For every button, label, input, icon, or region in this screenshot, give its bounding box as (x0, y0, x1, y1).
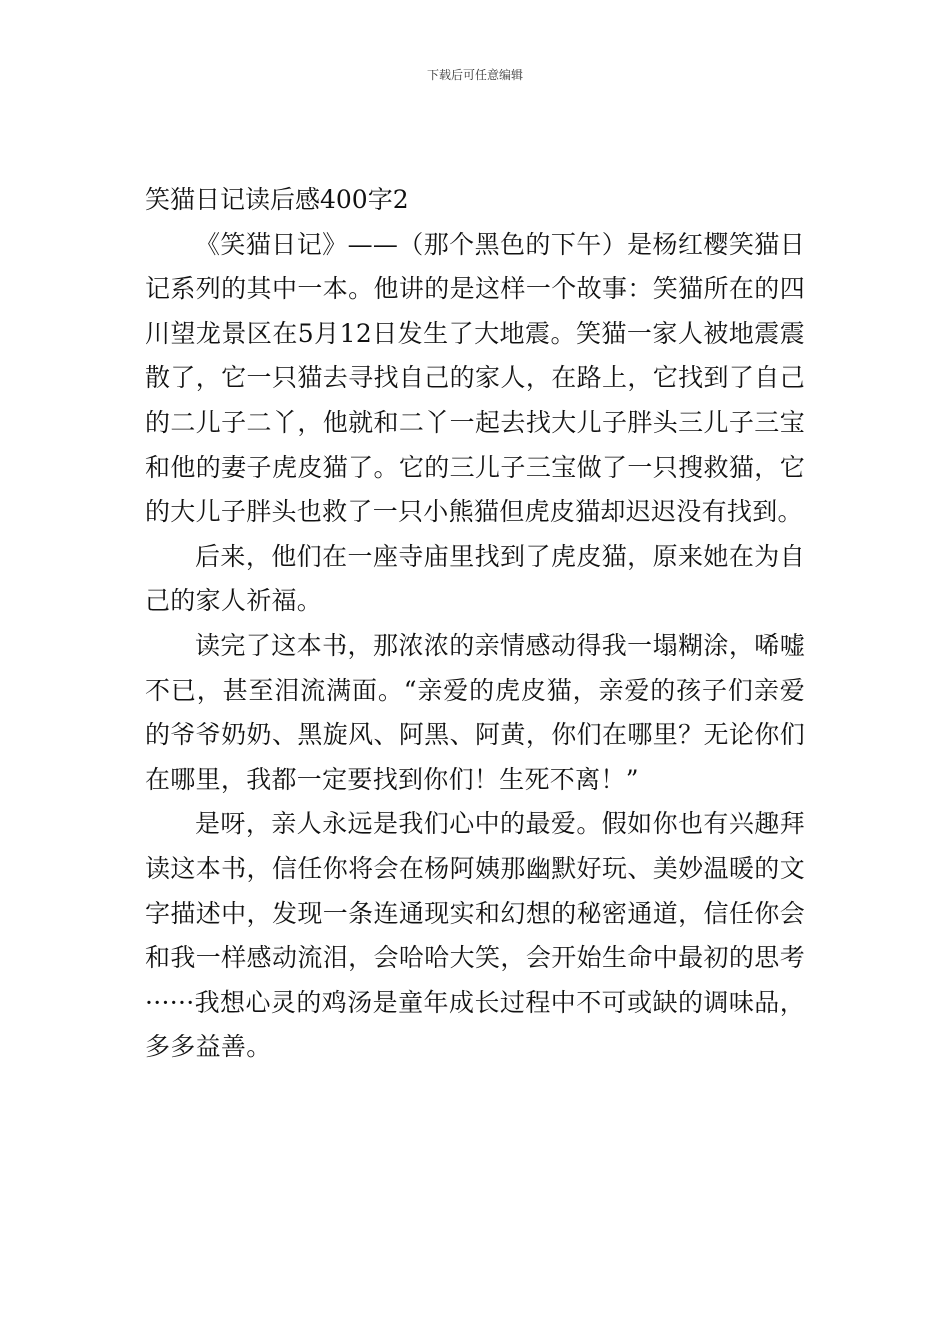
document-body (145, 178, 805, 1070)
paragraph-2: 后来，他们在一座寺庙里找到了虎皮猫，原来她在为自己的家人祈福。 (145, 541, 805, 616)
paragraph-3: 读完了这本书，那浓浓的亲情感动得我一塌糊涂，唏嘘不已，甚至泪流满面。“亲爱的虎皮猫，亲爱的孩子们亲爱的爷爷奶奶、黑旋风、阿黑、阿黄，你们在哪里？无论你们在哪里，我都一定要找到你们！生死不离！” (145, 630, 805, 794)
page-header: 下载后可任意编辑 (426, 68, 523, 82)
paragraph-1: 《笑猫日记》——（那个黑色的下午）是杨红樱笑猫日记系列的其中一本。他讲的是这样一个故事：笑猫所在的四川望龙景区在5月12日发生了大地震。笑猫一家人被地震震散了，它一只猫去寻找自己的家人，在路上，它找到了自己的二儿子二丫，他就和二丫一起去找大儿子胖头三儿子三宝和他的妻子虎皮猫了。它的三儿子三宝做了一只搜救猫，它的大儿子胖头也救了一只小熊猫但虎皮猫却迟迟没有找到。 (145, 229, 805, 527)
document-title: 笑猫日记读后感400字2 (145, 185, 409, 214)
paragraph-4: 是呀，亲人永远是我们心中的最爱。假如你也有兴趣拜读这本书，信任你将会在杨阿姨那幽默好玩、美妙温暖的文字描述中，发现一条连通现实和幻想的秘密通道，信任你会和我一样感动流泪，会哈哈大笑，会开始生命中最初的思考······我想心灵的鸡汤是童年成长过程中不可或缺的调味品，多多益善。 (145, 809, 805, 1062)
